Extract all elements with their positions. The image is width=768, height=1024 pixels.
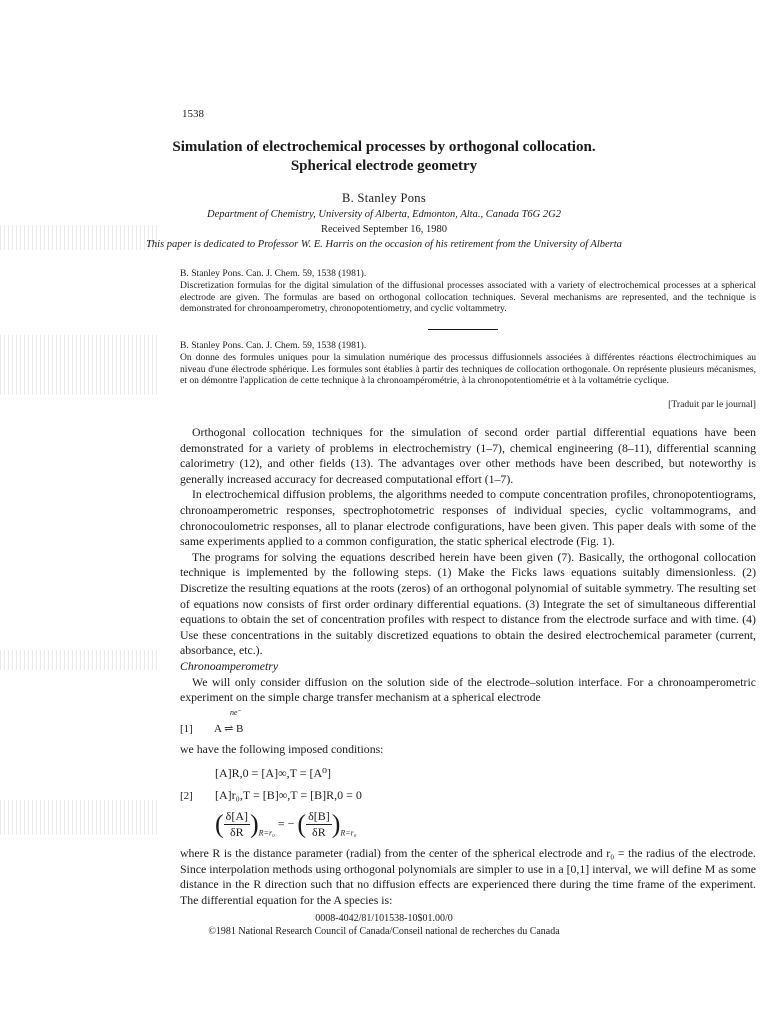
abstract-english <box>180 268 756 315</box>
paren: ) <box>331 809 341 839</box>
paragraph: We will only consider diffusion on the solution side of the electrode–solution interface. For a chronoamperometric experiment on the simple charge transfer mechanism at a spherical electrode <box>180 674 756 705</box>
paragraph: In electrochemical diffusion problems, the algorithms needed to compute concentration profiles, chronopotentiograms, chronoamperometric responses, spectrophotometric responses of individual species, cyclic voltammograms, and chronocoulometric responses, all to planar electrode configurations, have been given. This paper deals with some of the same experiments applied to a common configuration, the static spherical electrode (Fig. 1). <box>180 487 756 549</box>
abstract-french <box>180 340 756 387</box>
subscript: R=r₀ <box>258 828 275 838</box>
section-heading: Chronoamperometry <box>180 658 279 673</box>
paragraph: The programs for solving the equations described herein have been given (7). Basically, the orthogonal collocation technique is implemented by the following steps. (1) Make the Ficks laws equations suitably dimensionless. (2) Discretize the resulting equations at the roots (zeros) of an orthogonal polynomial of suitable symmetry. The resulting set of equations now consists of first order ordinary differential equations. (3) Integrate the set of simultaneous differential equations to obtain the set of concentration profiles with respect to distance from the electrode surface and with time. (4) Use these concentrations in the suitably discretized equations to obtain the desired electrochemical parameter (current, absorbance, etc.). <box>180 549 756 658</box>
paragraph: where R is the distance parameter (radial) from the center of the spherical electrode and r₀ = the radius of the electrode. Since interpolation methods using orthogonal polynomials are simpler to use in a [0,1] interval, we will define M as some distance in the R direction such that no diffusion effects are experienced there during the time frame of the experiment. The differential equation for the A species is: <box>180 846 756 907</box>
abstract-text: Discretization formulas for the digital simulation of the diffusional processes associated with a variety of electrochemical processes at a spherical electrode are given. The formulas are based on orthogonal collocation techniques. Several mechanisms are represented, and the technique is demonstrated for chronoamperometry, chronopotentiometry, and cyclic voltammetry. <box>180 279 756 315</box>
paren: ( <box>297 809 307 839</box>
reaction: A ⇌ B <box>214 723 244 735</box>
author-affiliation: Department of Chemistry, University of Alberta, Edmonton, Alta., Canada T6G 2G2 <box>207 209 561 220</box>
footer-copyright: ©1981 National Research Council of Canada/Conseil national de recherches du Canada <box>208 926 560 937</box>
title-line-1: Simulation of electrochemical processes by orthogonal collocation. <box>172 139 596 155</box>
abstract-text-fr: On donne des formules uniques pour la simulation numérique des processus diffusionnels associées à différentes réactions électrochimiques au niveau d'une électrode sphérique. Les formules sont établies à partir des techniques de collocation orthogonale. On représente plusieurs mécanismes, et on démontre l'application de cette technique à la chronoampérométrie, à la chronopotentiométrie et à la voltamétrie cyclique. <box>180 351 756 387</box>
fraction: $\frac{\delta[B]}{\delta R}$ <box>308 809 330 839</box>
dedication: This paper is dedicated to Professor W. E. Harris on the occasion of his retirement from the University of Alberta <box>146 239 622 250</box>
abstract-divider <box>428 329 498 330</box>
imposed-conditions-text: we have the following imposed conditions: <box>180 742 384 756</box>
scan-artifact <box>0 800 160 835</box>
subscript: R=r₀ <box>340 828 357 838</box>
fraction: $\frac{\delta[A]}{\delta R}$ <box>225 809 248 839</box>
equation-label: [1] <box>180 723 193 735</box>
abstract-citation: B. Stanley Pons. Can. J. Chem. 59, 1538 (1981). <box>180 268 367 279</box>
equation-label: [2] <box>180 790 193 802</box>
scan-artifact <box>0 650 160 670</box>
body-section-2 <box>180 846 756 908</box>
electron-label: ne⁻ <box>230 708 242 717</box>
paren: ( <box>215 809 224 839</box>
received-date: Received September 16, 1980 <box>321 224 447 235</box>
translator-note: [Traduit par le journal] <box>668 399 756 410</box>
footer-issn: 0008-4042/81/101538-10$01.00/0 <box>315 913 453 924</box>
condition-2: [A]r₀,T = [B]∞,T = [B]R,0 = 0 <box>215 788 362 802</box>
condition-1: [A]R,0 = [A]∞,T = [A⁰] <box>215 766 331 780</box>
title-line-2: Spherical electrode geometry <box>290 158 478 174</box>
condition-3 <box>215 809 357 840</box>
equals-minus: = − <box>277 816 295 831</box>
page-number: 1538 <box>182 108 204 120</box>
abstract-citation-fr: B. Stanley Pons. Can. J. Chem. 59, 1538 (1981). <box>180 340 367 351</box>
paren: ) <box>249 809 259 839</box>
article-title <box>0 138 768 176</box>
scan-artifact <box>0 335 160 395</box>
body-section-1 <box>180 425 756 706</box>
paragraph: Orthogonal collocation techniques for the simulation of second order partial differential equations have been demonstrated for a variety of problems in electrochemistry (1–7), chemical engineering (8–11), differential scanning calorimetry (12), and other fields (13). The advantages over other methods have been described, but noteworthy is generally increased accuracy for decreased computational effort (1–7). <box>180 425 756 486</box>
author-name: B. Stanley Pons <box>341 191 427 205</box>
